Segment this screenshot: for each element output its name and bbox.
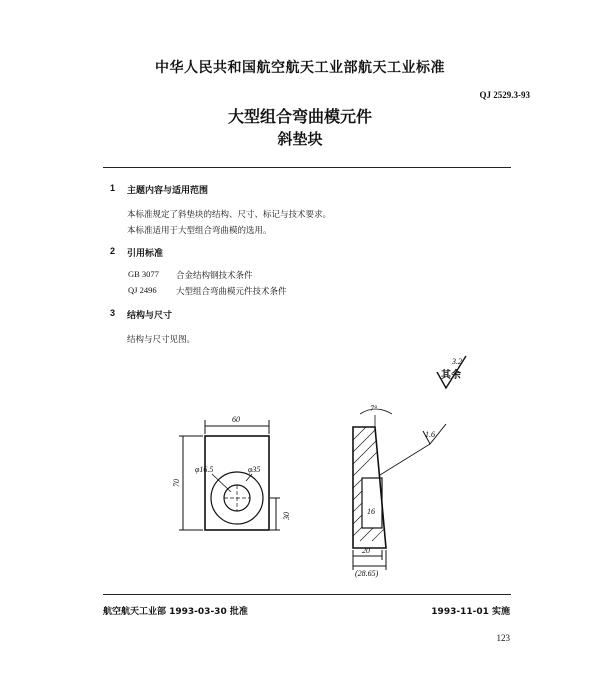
reference-code-2: QJ 2496 — [128, 285, 157, 295]
large-hole-label: φ35 — [248, 465, 261, 474]
front-view — [179, 420, 280, 530]
bottom-dimension: 20 — [362, 546, 370, 555]
document-title: 大型组合弯曲模元件 — [227, 107, 372, 126]
page-number: 123 — [496, 633, 510, 643]
reference-code-1: GB 3077 — [128, 269, 159, 279]
section-2-title: 引用标准 — [127, 249, 164, 259]
section-1-title: 主题内容与适用范围 — [127, 186, 209, 196]
section-1-number: 1 — [110, 183, 116, 193]
section-1-line-1: 本标准规定了斜垫块的结构、尺寸、标记与技术要求。 — [127, 210, 332, 220]
surface-roughness-label: 1.6 — [425, 430, 435, 439]
section-3-number: 3 — [110, 308, 116, 318]
approval-info: 航空航天工业部 1993-03-30 批准 — [103, 607, 248, 617]
small-hole-label: φ16.5 — [195, 465, 214, 474]
roughness-note: 其余 — [441, 370, 461, 381]
slot-height-dimension: 16 — [367, 507, 375, 516]
document-subtitle: 斜垫块 — [277, 130, 323, 148]
section-3-line-1: 结构与尺寸见图。 — [127, 335, 196, 345]
reference-name-1: 合金结构钢技术条件 — [176, 271, 253, 281]
bottom-divider — [103, 594, 511, 595]
section-2-number: 2 — [110, 246, 116, 256]
reference-name-2: 大型组合弯曲模元件技术条件 — [176, 287, 287, 297]
roughness-value: 3.2 — [452, 357, 462, 366]
standard-header: 中华人民共和国航空航天工业部航天工业标准 — [155, 60, 445, 76]
height-dimension: 70 — [172, 479, 181, 487]
width-dimension: 60 — [232, 415, 240, 424]
implementation-date: 1993-11-01 实施 — [431, 607, 510, 617]
section-1-line-2: 本标准适用于大型组合弯曲模的选用。 — [127, 226, 272, 236]
center-dimension: 30 — [282, 512, 291, 520]
section-3-title: 结构与尺寸 — [127, 311, 173, 321]
standard-number: QJ 2529.3-93 — [479, 90, 530, 100]
bottom-reference-dimension: (28.65) — [355, 569, 379, 578]
angle-dimension: 7° — [370, 404, 378, 413]
